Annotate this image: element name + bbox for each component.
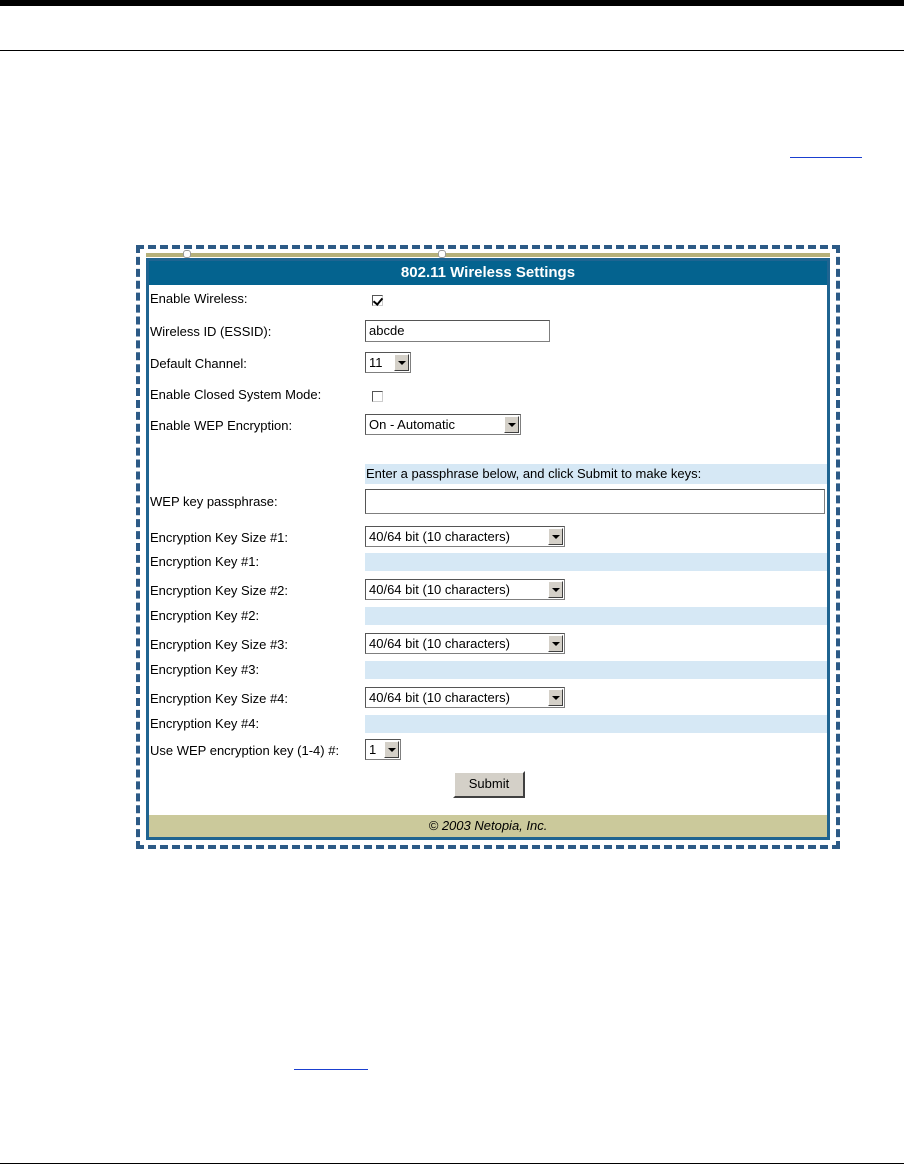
passphrase-hint-band bbox=[365, 464, 827, 484]
use-wep-key-select[interactable] bbox=[365, 739, 401, 760]
chevron-down-icon[interactable] bbox=[548, 581, 563, 598]
key-size-1-select[interactable] bbox=[365, 526, 565, 547]
enable-wireless-row bbox=[149, 291, 248, 306]
closed-system-label: Enable Closed System Mode: bbox=[150, 387, 322, 402]
key-size-3-value: 40/64 bit (10 characters) bbox=[369, 636, 510, 651]
key-1-value bbox=[365, 553, 827, 571]
chevron-down-icon[interactable] bbox=[504, 416, 519, 433]
passphrase-hint: Enter a passphrase below, and click Submit to make keys: bbox=[366, 466, 702, 481]
wep-encryption-row bbox=[149, 414, 455, 435]
footer-rule bbox=[0, 1163, 904, 1164]
wep-encryption-select[interactable] bbox=[365, 414, 521, 435]
closed-system-checkbox[interactable] bbox=[372, 391, 383, 402]
key-size-4-row bbox=[149, 687, 510, 708]
top-rule bbox=[0, 0, 904, 6]
use-wep-key-label: Use WEP encryption key (1-4) #: bbox=[150, 743, 340, 758]
key-2-label: Encryption Key #2: bbox=[150, 608, 260, 623]
key-size-3-label: Encryption Key Size #3: bbox=[150, 637, 289, 652]
panel-top-bar bbox=[146, 253, 830, 257]
key-1-label: Encryption Key #1: bbox=[150, 554, 260, 569]
panel-title: 802.11 Wireless Settings bbox=[149, 261, 827, 285]
enable-wireless-checkbox[interactable] bbox=[372, 295, 383, 306]
key-size-4-label: Encryption Key Size #4: bbox=[150, 691, 289, 706]
key-size-3-select[interactable] bbox=[365, 633, 565, 654]
page-link-underline[interactable] bbox=[790, 157, 862, 158]
key-size-4-value: 40/64 bit (10 characters) bbox=[369, 690, 510, 705]
submit-button[interactable]: Submit bbox=[453, 771, 525, 798]
chevron-down-icon[interactable] bbox=[394, 354, 409, 371]
panel-dot bbox=[183, 250, 191, 258]
key-size-1-label: Encryption Key Size #1: bbox=[150, 530, 289, 545]
chevron-down-icon[interactable] bbox=[384, 741, 399, 758]
key-size-4-select[interactable] bbox=[365, 687, 565, 708]
key-3-label: Encryption Key #3: bbox=[150, 662, 260, 677]
chevron-down-icon[interactable] bbox=[548, 689, 563, 706]
key-size-3-row bbox=[149, 633, 510, 654]
page-link-underline[interactable] bbox=[294, 1069, 368, 1070]
wireless-settings-panel bbox=[146, 258, 830, 840]
closed-system-row bbox=[149, 387, 322, 402]
default-channel-label: Default Channel: bbox=[150, 356, 247, 371]
key-2-value bbox=[365, 607, 827, 625]
panel-dot bbox=[438, 250, 446, 258]
key-size-1-row bbox=[149, 526, 510, 547]
default-channel-value: 11 bbox=[369, 355, 383, 370]
default-channel-select[interactable] bbox=[365, 352, 411, 373]
key-size-2-label: Encryption Key Size #2: bbox=[150, 583, 289, 598]
wep-passphrase-label: WEP key passphrase: bbox=[150, 494, 278, 509]
key-size-2-row bbox=[149, 579, 510, 600]
chevron-down-icon[interactable] bbox=[548, 528, 563, 545]
wep-encryption-label: Enable WEP Encryption: bbox=[150, 418, 293, 433]
wireless-id-label: Wireless ID (ESSID): bbox=[150, 324, 272, 339]
key-size-2-select[interactable] bbox=[365, 579, 565, 600]
chevron-down-icon[interactable] bbox=[548, 635, 563, 652]
copyright-footer: © 2003 Netopia, Inc. bbox=[149, 815, 827, 837]
key-4-value bbox=[365, 715, 827, 733]
header-rule bbox=[0, 50, 904, 51]
use-wep-key-value: 1 bbox=[369, 742, 377, 757]
key-3-value bbox=[365, 661, 827, 679]
default-channel-row bbox=[149, 352, 383, 373]
wep-passphrase-input[interactable] bbox=[365, 489, 825, 514]
wireless-id-input[interactable]: abcde bbox=[365, 320, 550, 342]
key-size-2-value: 40/64 bit (10 characters) bbox=[369, 582, 510, 597]
use-wep-key-row bbox=[149, 739, 377, 760]
key-size-1-value: 40/64 bit (10 characters) bbox=[369, 529, 510, 544]
key-4-label: Encryption Key #4: bbox=[150, 716, 260, 731]
enable-wireless-label: Enable Wireless: bbox=[150, 291, 248, 306]
wep-encryption-value: On - Automatic bbox=[369, 417, 455, 432]
